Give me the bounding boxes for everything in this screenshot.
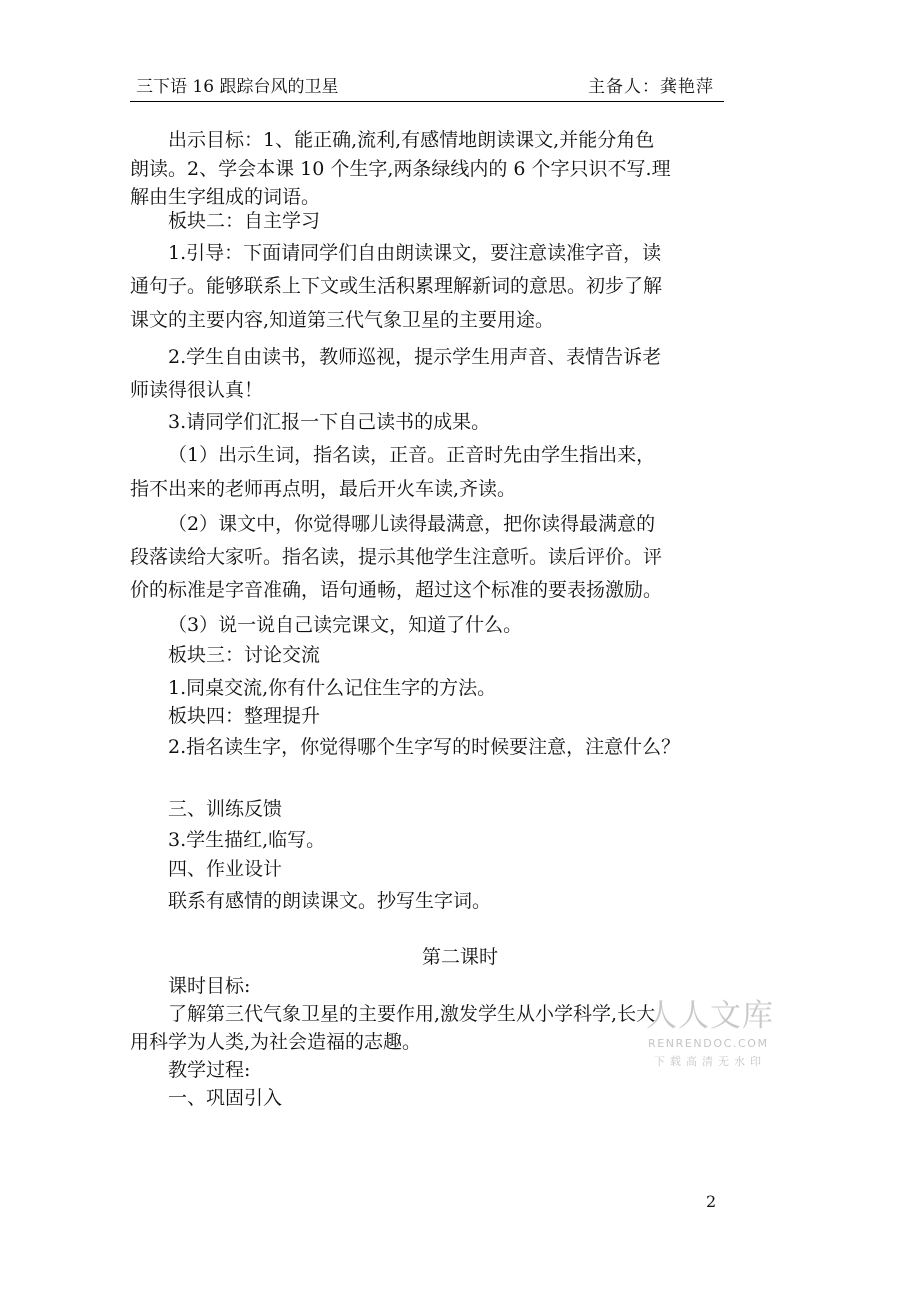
- body-line: （1）出示生词，指名读，正音。正音时先由学生指出来，: [168, 444, 656, 466]
- lesson-period-heading: 第二课时: [421, 946, 498, 968]
- body-line: 3.请同学们汇报一下自己读书的成果。: [168, 411, 491, 433]
- body-line: 3.学生描红,临写。: [168, 829, 326, 851]
- section-heading: 一、巩固引入: [168, 1087, 283, 1109]
- section-heading: 板块四：整理提升: [168, 705, 321, 727]
- page-number: 2: [706, 1192, 717, 1211]
- header-lesson-title: 三下语 16 跟踪台风的卫星: [136, 77, 339, 97]
- section-heading: 四、作业设计: [168, 858, 283, 880]
- section-heading: 板块三：讨论交流: [168, 644, 321, 666]
- section-heading: 三、训练反馈: [168, 798, 283, 820]
- body-line: 价的标准是字音准确，语句通畅，超过这个标准的要表扬激励。: [130, 579, 663, 601]
- header-author: 主备人：龚艳萍: [588, 77, 714, 97]
- section-heading: 板块二：自主学习: [168, 210, 321, 232]
- body-line: 1.同桌交流,你有什么记住生字的方法。: [168, 677, 497, 699]
- watermark-url: RENRENDOC.COM: [648, 1037, 769, 1050]
- body-line: 1.引导：下面请同学们自由朗读课文，要注意读准字音，读: [168, 242, 662, 264]
- body-line: 联系有感情的朗读课文。抄写生字词。: [168, 890, 492, 912]
- section-heading: 课时目标:: [168, 975, 251, 997]
- watermark-subtitle: 下载高清无水印: [654, 1055, 766, 1068]
- body-line: 解由生字组成的词语。: [130, 186, 321, 208]
- header-rule: [130, 101, 724, 102]
- body-line: 2.学生自由读书，教师巡视，提示学生用声音、表情告诉老: [168, 346, 662, 368]
- body-line: 用科学为人类,为社会造福的志趣。: [130, 1031, 422, 1053]
- body-line: 2.指名读生字，你觉得哪个生字写的时候要注意，注意什么？: [168, 736, 681, 758]
- watermark-title: 人人文库: [646, 998, 774, 1034]
- body-line: 指不出来的老师再点明，最后开火车读,齐读。: [130, 478, 517, 500]
- body-line: 了解第三代气象卫星的主要作用,激发学生从小学科学,长大: [168, 1003, 656, 1025]
- body-line: 师读得很认真！: [130, 379, 264, 401]
- watermark-logo: [646, 996, 776, 1078]
- body-line: 出示目标：1、能正确,流利,有感情地朗读课文,并能分角色: [168, 129, 655, 151]
- body-line: 朗读。2、学会本课 10 个生字,两条绿线内的 6 个字只识不写.理: [130, 158, 671, 180]
- body-line: 通句子。能够联系上下文或生活积累理解新词的意思。初步了解: [130, 275, 663, 297]
- body-line: 课文的主要内容,知道第三代气象卫星的主要用途。: [130, 309, 555, 331]
- body-line: （3）说一说自己读完课文，知道了什么。: [168, 614, 523, 636]
- section-heading: 教学过程:: [168, 1059, 251, 1081]
- body-line: （2）课文中，你觉得哪儿读得最满意，把你读得最满意的: [168, 513, 656, 535]
- body-line: 段落读给大家听。指名读，提示其他学生注意听。读后评价。评: [130, 546, 663, 568]
